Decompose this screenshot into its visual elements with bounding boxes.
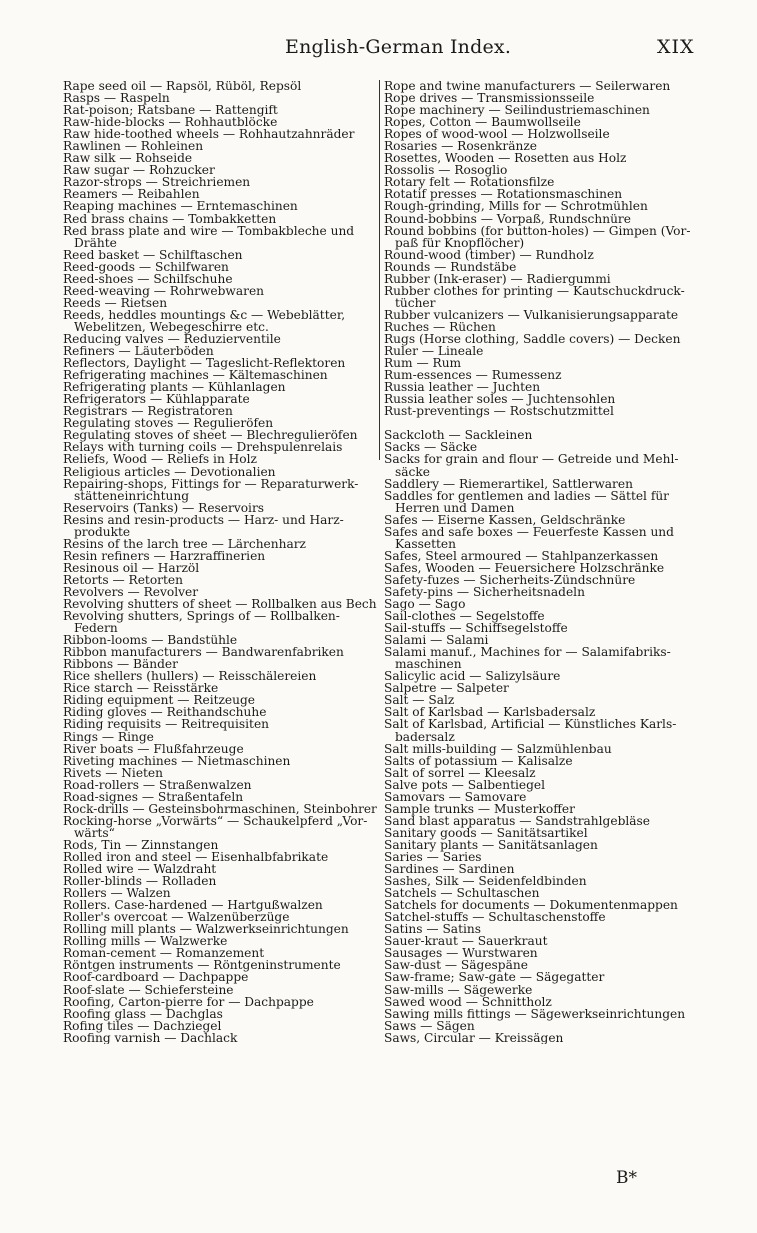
- index-entry: Ribbon manufacturers — Bandwarenfabriken: [63, 645, 344, 660]
- index-entry: Sail-clothes — Segelstoffe: [384, 609, 545, 624]
- index-entry: Reeds — Rietsen: [63, 295, 168, 310]
- index-entry: Saws, Circular — Kreissägen: [384, 1030, 564, 1044]
- index-entry: Revolvers — Revolver: [63, 584, 199, 599]
- index-entry: stätteneinrichtung: [74, 488, 190, 503]
- index-entry: Reliefs, Wood — Reliefs in Holz: [63, 452, 257, 467]
- page-title: English-German Index.: [285, 36, 512, 58]
- column-divider: [379, 80, 380, 460]
- index-entry: Reeds, heddles mountings &c — Webeblätter,: [63, 307, 346, 322]
- index-entry: Rough-grinding, Mills for — Schrotmühlen: [384, 199, 648, 214]
- index-entry: Saw-frame; Saw-gate — Sägegatter: [384, 970, 605, 985]
- index-entry: Reed basket — Schilftaschen: [63, 247, 243, 262]
- index-entry: Salt of Karlsbad — Karlsbadersalz: [384, 705, 596, 720]
- index-entry: Rolling mill plants — Walzwerkseinrichtungen: [63, 922, 349, 937]
- index-entry: Riding gloves — Reithandschuhe: [63, 705, 267, 720]
- index-entry: Rolled iron and steel — Eisenhalbfabrikate: [63, 850, 329, 864]
- index-entry: Salpetre — Salpeter: [384, 681, 509, 696]
- index-entry: Roofing varnish — Dachlack: [63, 1030, 238, 1044]
- index-entry: Relays with turning coils — Drehspulenrelais: [63, 440, 343, 455]
- index-entry: Rounds — Rundstäbe: [384, 259, 517, 274]
- index-entry: Rice starch — Reisstärke: [63, 681, 219, 696]
- index-entry: Ribbon-looms — Bandstühle: [63, 633, 238, 648]
- index-entry: Sausages — Wurstwaren: [384, 946, 538, 961]
- index-entry: Road-rollers — Straßenwalzen: [63, 777, 252, 792]
- index-entry: Rosettes, Wooden — Rosetten aus Holz: [384, 151, 627, 166]
- index-entry: Safety-pins — Sicherheitsnadeln: [384, 584, 585, 599]
- index-entry: Rollers. Case-hardened — Hartgußwalzen: [63, 898, 323, 913]
- index-entry: Rock-drills — Gesteinsbohrmaschinen, Steinbohrer: [63, 801, 377, 816]
- index-entry: Saddles for gentlemen and ladies — Sättel für: [384, 488, 670, 503]
- index-entry: Ropes of wood-wool — Holzwollseile: [384, 127, 610, 142]
- index-entry: Salt mills-building — Salzmühlenbau: [384, 741, 612, 756]
- index-entry: Rolling mills — Walzwerke: [63, 934, 228, 949]
- index-entry: produkte: [74, 524, 131, 539]
- index-entry: Sackcloth — Sackleinen: [384, 428, 533, 443]
- index-entry: Kassetten: [395, 536, 456, 551]
- index-entry: Retorts — Retorten: [63, 572, 183, 587]
- index-entry: Raw hide-toothed wheels — Rohhautzahnräder: [63, 127, 355, 142]
- index-entry: Sacks — Säcke: [384, 440, 478, 455]
- index-entry: Satchel-stuffs — Schultaschenstoffe: [384, 910, 606, 925]
- index-entry: Federn: [74, 621, 118, 636]
- index-entry: Razor-strops — Streichriemen: [63, 175, 251, 190]
- index-entry: Sardines — Sardinen: [384, 862, 515, 877]
- index-entry: Russia leather soles — Juchtensohlen: [384, 392, 616, 407]
- index-entry: Roofing, Carton-pierre for — Dachpappe: [63, 994, 314, 1009]
- index-entry: paß für Knopflöcher): [395, 235, 525, 250]
- printer-signature: B*: [616, 1168, 637, 1188]
- index-entry: Samovars — Samovare: [384, 789, 527, 804]
- index-entry: Satchels — Schultaschen: [384, 886, 540, 901]
- index-entry: Rings — Ringe: [63, 729, 154, 744]
- index-entry: Red brass chains — Tombakketten: [63, 211, 277, 226]
- index-entry: Revolving shutters, Springs of — Rollbalken-: [63, 609, 340, 624]
- right-column: [384, 80, 696, 1044]
- index-entry: Reed-goods — Schilfwaren: [63, 259, 229, 274]
- index-entry: Sacks for grain and flour — Getreide und Mehl-: [384, 452, 679, 467]
- index-entry: Reservoirs (Tanks) — Reservoirs: [63, 500, 265, 515]
- index-entry: Refrigerating machines — Kältemaschinen: [63, 368, 328, 383]
- index-entry: Salami — Salami: [384, 633, 489, 648]
- index-entry: Reaping machines — Erntemaschinen: [63, 199, 298, 214]
- index-entry: Ribbons — Bänder: [63, 657, 178, 672]
- index-entry: Sago — Sago: [384, 597, 466, 612]
- index-entry: Rugs (Horse clothing, Saddle covers) — Decken: [384, 331, 681, 346]
- index-entry: Rum-essences — Rumessenz: [384, 368, 562, 383]
- index-entry: Sanitary plants — Sanitätsanlagen: [384, 837, 598, 852]
- index-entry: badersalz: [395, 729, 455, 744]
- index-entry: Repairing-shops, Fittings for — Reparaturwerk-: [63, 476, 359, 491]
- index-entry: Rosaries — Rosenkränze: [384, 139, 537, 154]
- left-column: [63, 80, 377, 1044]
- index-entry: Refrigerating plants — Kühlanlagen: [63, 380, 286, 395]
- index-entry: Rat-poison; Ratsbane — Rattengift: [63, 103, 278, 118]
- index-entry: Rotatif presses — Rotationsmaschinen: [384, 187, 623, 202]
- index-entry: Salicylic acid — Salizylsäure: [384, 669, 561, 684]
- index-entry: Riding requisits — Reitrequisiten: [63, 717, 270, 732]
- index-entry: Rivets — Nieten: [63, 765, 163, 780]
- index-entry: Refrigerators — Kühlapparate: [63, 392, 250, 407]
- index-entry: Raw silk — Rohseide: [63, 151, 193, 166]
- index-entry: wärts“: [74, 825, 115, 840]
- index-entry: Röntgen instruments — Röntgeninstrumente: [63, 958, 341, 973]
- index-entry: Reed-shoes — Schilfschuhe: [63, 271, 233, 286]
- index-entry: Rotary felt — Rotationsfilze: [384, 175, 555, 190]
- index-entry: Herren und Damen: [395, 500, 515, 515]
- index-entry: Regulating stoves — Regulieröfen: [63, 416, 274, 431]
- index-entry: Saw-mills — Sägewerke: [384, 982, 533, 997]
- index-entry: Rope machinery — Seilindustriemaschinen: [384, 103, 650, 118]
- index-entry: Satchels for documents — Dokumentenmappen: [384, 898, 678, 913]
- index-entry: Safety-fuzes — Sicherheits-Zündschnüre: [384, 572, 636, 587]
- index-entry: säcke: [395, 464, 430, 479]
- index-entry: Sawed wood — Schnittholz: [384, 994, 552, 1009]
- index-entry: Riveting machines — Nietmaschinen: [63, 753, 291, 768]
- index-entry: Sand blast apparatus — Sandstrahlgebläse: [384, 813, 651, 828]
- index-entry: Saddlery — Riemerartikel, Sattlerwaren: [384, 476, 633, 491]
- index-entry: Roof-cardboard — Dachpappe: [63, 970, 249, 985]
- index-entry: Riding equipment — Reitzeuge: [63, 693, 255, 708]
- index-entry: Round bobbins (for button-holes) — Gimpen (Vor-: [384, 223, 691, 238]
- index-entry: Raw sugar — Rohzucker: [63, 163, 215, 178]
- index-entry: Salt — Salz: [384, 693, 455, 708]
- index-entry: Roofing glass — Dachglas: [63, 1006, 223, 1021]
- index-entry: Reamers — Reibahlen: [63, 187, 200, 202]
- index-entry: Rods, Tin — Zinnstangen: [63, 837, 219, 852]
- index-entry: Rubber vulcanizers — Vulkanisierungsapparate: [384, 307, 679, 322]
- index-entry: Safes — Eiserne Kassen, Geldschränke: [384, 512, 626, 527]
- index-entry: Ruches — Rüchen: [384, 319, 496, 334]
- index-entry: Refiners — Läuterböden: [63, 344, 214, 359]
- index-entry: Safes, Steel armoured — Stahlpanzerkassen: [384, 548, 659, 563]
- index-entry: Ropes, Cotton — Baumwollseile: [384, 115, 581, 130]
- index-entry: Rice shellers (hullers) — Reisschälereien: [63, 669, 317, 684]
- index-entry: Salt of Karlsbad, Artificial — Künstliches Karls-: [384, 717, 677, 732]
- index-entry: Russia leather — Juchten: [384, 380, 541, 395]
- index-entry: River boats — Flußfahrzeuge: [63, 741, 244, 756]
- index-entry: Registrars — Registratoren: [63, 404, 233, 419]
- index-entry: Rolled wire — Walzdraht: [63, 862, 217, 877]
- index-entry: Rasps — Raspeln: [63, 91, 170, 106]
- index-entry: Rawlinen — Rohleinen: [63, 139, 204, 154]
- index-entry: Raw-hide-blocks — Rohhautblöcke: [63, 115, 278, 130]
- index-entry: Rocking-horse „Vorwärts“ — Schaukelpferd „Vor-: [63, 813, 368, 828]
- index-entry: Saries — Saries: [384, 850, 482, 864]
- index-entry: Sample trunks — Musterkoffer: [384, 801, 575, 816]
- index-entry: Rubber (Ink-eraser) — Radiergummi: [384, 271, 611, 286]
- index-entry: maschinen: [395, 657, 462, 672]
- index-entry: Sauer-kraut — Sauerkraut: [384, 934, 548, 949]
- index-entry: Red brass plate and wire — Tombakbleche und: [63, 223, 355, 238]
- index-entry: Sashes, Silk — Seidenfeldbinden: [384, 874, 587, 889]
- index-entry: tücher: [395, 295, 436, 310]
- index-entry: Saws — Sägen: [384, 1018, 475, 1033]
- index-entry: Revolving shutters of sheet — Rollbalken aus Bech: [63, 597, 377, 612]
- index-entry: Reflectors, Daylight — Tageslicht-Reflektoren: [63, 356, 346, 371]
- index-entry: Drähte: [74, 235, 117, 250]
- index-entry: Resins and resin-products — Harz- und Harz-: [63, 512, 344, 527]
- index-entry: Roller-blinds — Rolladen: [63, 874, 217, 889]
- index-entry: Sail-stuffs — Schiffsegelstoffe: [384, 621, 568, 636]
- page-header: [0, 36, 757, 56]
- index-entry: Safes, Wooden — Feuersichere Holzschränke: [384, 560, 665, 575]
- index-entry: Roman-cement — Romanzement: [63, 946, 265, 961]
- index-entry: Reed-weaving — Rohrwebwaren: [63, 283, 265, 298]
- page-number: XIX: [657, 36, 695, 58]
- index-entry: Roof-slate — Schiefersteine: [63, 982, 234, 997]
- index-entry: Resins of the larch tree — Lärchenharz: [63, 536, 306, 551]
- index-entry: Satins — Satins: [384, 922, 481, 937]
- index-entry: Sanitary goods — Sanitätsartikel: [384, 825, 588, 840]
- index-entry: Regulating stoves of sheet — Blechregulieröfen: [63, 428, 358, 443]
- index-entry: Salami manuf., Machines for — Salamifabriks-: [384, 645, 671, 660]
- index-entry: Rum — Rum: [384, 356, 462, 371]
- index-entry: Round-bobbins — Vorpaß, Rundschnüre: [384, 211, 631, 226]
- index-entry: Resin refiners — Harzraffinerien: [63, 548, 266, 563]
- index-entry: Saw-dust — Sägespäne: [384, 958, 528, 973]
- index-entry: Safes and safe boxes — Feuerfeste Kassen und: [384, 524, 674, 539]
- index-entry: Rope and twine manufacturers — Seilerwaren: [384, 80, 671, 93]
- index-entry: Webelitzen, Webegeschirre etc.: [74, 319, 269, 334]
- index-entry: Rollers — Walzen: [63, 886, 171, 901]
- index-entry: Resinous oil — Harzöl: [63, 560, 200, 575]
- index-entry: Salts of potassium — Kalisalze: [384, 753, 573, 768]
- index-entry: Salt of sorrel — Kleesalz: [384, 765, 536, 780]
- index-entry: Rofing tiles — Dachziegel: [63, 1018, 222, 1033]
- index-entry: Rape seed oil — Rapsöl, Rüböl, Repsöl: [63, 80, 302, 93]
- index-entry: Reducing valves — Reduzierventile: [63, 331, 281, 346]
- index-entry: Rubber clothes for printing — Kautschuckdruck-: [384, 283, 685, 298]
- index-entry: Rossolis — Rosoglio: [384, 163, 508, 178]
- index-entry: Roller's overcoat — Walzenüberzüge: [63, 910, 290, 925]
- index-entry: Rope drives — Transmissionsseile: [384, 91, 595, 106]
- index-entry: Road-signes — Straßentafeln: [63, 789, 244, 804]
- index-entry: Rust-preventings — Rostschutzmittel: [384, 404, 614, 419]
- index-entry: Salve pots — Salbentiegel: [384, 777, 546, 792]
- index-entry: Sawing mills fittings — Sägewerkseinrichtungen: [384, 1006, 686, 1021]
- index-entry: Religious articles — Devotionalien: [63, 464, 276, 479]
- index-entry: Round-wood (timber) — Rundholz: [384, 247, 594, 262]
- index-entry: Ruler — Lineale: [384, 344, 484, 359]
